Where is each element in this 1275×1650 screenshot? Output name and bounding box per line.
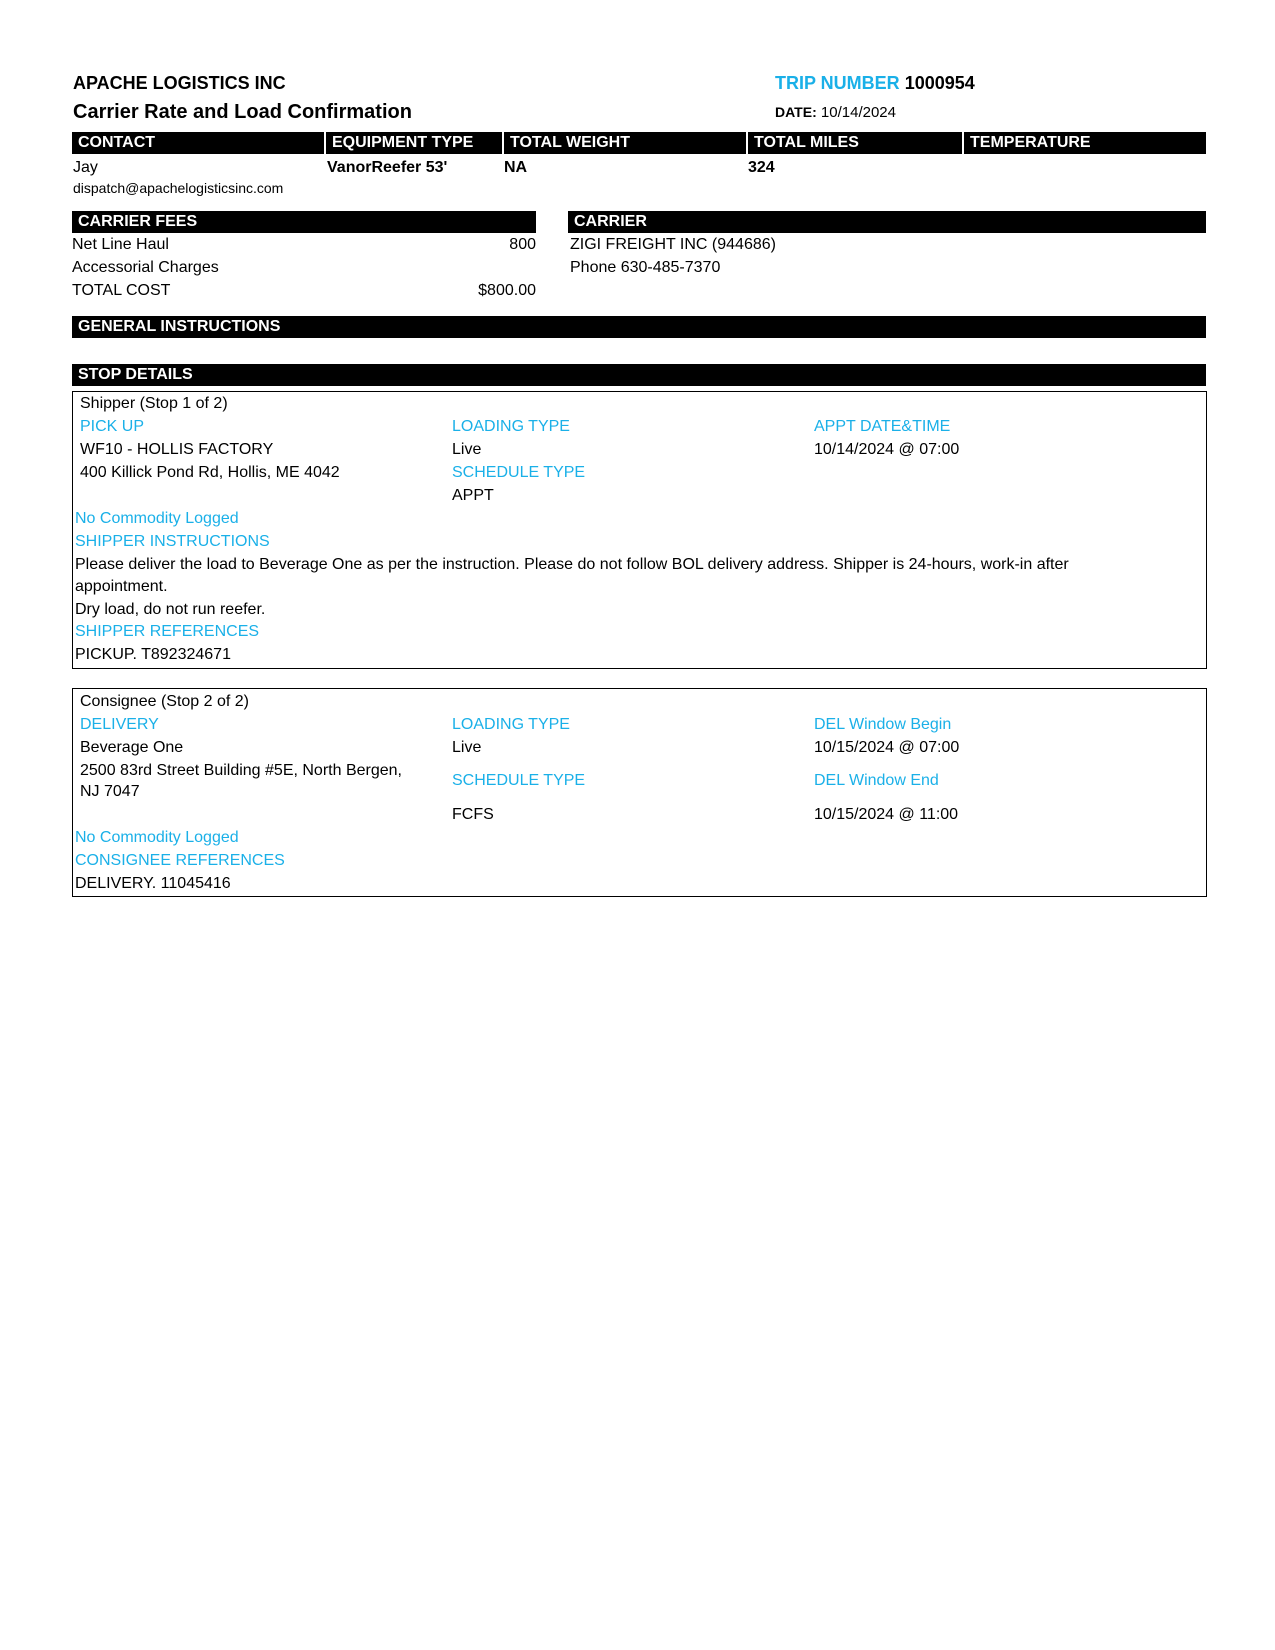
carrier-name: ZIGI FREIGHT INC (944686): [570, 236, 776, 253]
shipper-references-label: SHIPPER REFERENCES: [75, 623, 260, 640]
carrier-fees-header: CARRIER FEES: [78, 213, 198, 230]
shipper-instructions-line3: Dry load, do not run reefer.: [75, 601, 266, 618]
total-miles-header: TOTAL MILES: [746, 132, 962, 154]
trip-number-line: [775, 73, 975, 94]
shipper-instructions-line2: appointment.: [75, 578, 168, 595]
fee-label-total-cost: TOTAL COST: [72, 282, 171, 299]
fee-label-net-line-haul: Net Line Haul: [72, 236, 169, 253]
shipper-loading-type-label: LOADING TYPE: [452, 418, 570, 435]
temperature-header: TEMPERATURE: [962, 132, 1206, 154]
pick-up-label: PICK UP: [80, 418, 145, 435]
del-window-begin-label: DEL Window Begin: [814, 716, 952, 733]
carrier-header: CARRIER: [574, 213, 647, 230]
carrier-fees-header-bar: [72, 211, 536, 233]
consignee-references-label: CONSIGNEE REFERENCES: [75, 852, 285, 869]
stop-details-header-bar: [72, 364, 1206, 386]
shipper-stop-title: Shipper (Stop 1 of 2): [80, 395, 228, 412]
trip-number-label: TRIP NUMBER: [775, 73, 900, 93]
consignee-loading-type-label: LOADING TYPE: [452, 716, 570, 733]
fee-value-total-cost: $800.00: [478, 282, 536, 299]
total-miles-value: 324: [748, 159, 775, 176]
shipper-name: WF10 - HOLLIS FACTORY: [80, 441, 274, 458]
shipper-references-value: PICKUP. T892324671: [75, 646, 231, 663]
general-instructions-header-bar: [72, 316, 1206, 338]
shipper-instructions-label: SHIPPER INSTRUCTIONS: [75, 533, 270, 550]
stop-details-header: STOP DETAILS: [78, 366, 193, 383]
trip-number-value: 1000954: [904, 73, 975, 93]
shipper-schedule-type-value: APPT: [452, 487, 494, 504]
shipper-instructions-line1: Please deliver the load to Beverage One as per the instruction. Please do not follow BOL delivery address. Shipper is 24-hours, work-in after: [75, 556, 1069, 573]
carrier-phone: Phone 630-485-7370: [570, 259, 721, 276]
date-label: DATE:: [775, 104, 817, 120]
shipper-loading-type-value: Live: [452, 441, 482, 458]
consignee-schedule-type-label: SCHEDULE TYPE: [452, 772, 586, 789]
del-window-end-value: 10/15/2024 @ 11:00: [814, 806, 959, 823]
shipper-commodity: No Commodity Logged: [75, 510, 239, 527]
general-instructions-header: GENERAL INSTRUCTIONS: [78, 318, 281, 335]
contact-name: Jay: [73, 159, 98, 176]
equipment-type-value: VanorReefer 53': [327, 159, 448, 176]
contact-email: dispatch@apachelogisticsinc.com: [73, 180, 284, 196]
appt-datetime-value: 10/14/2024 @ 07:00: [814, 441, 960, 458]
equipment-type-header: EQUIPMENT TYPE: [324, 132, 502, 154]
del-window-begin-value: 10/15/2024 @ 07:00: [814, 739, 960, 756]
date-line: [775, 104, 896, 121]
document-title: Carrier Rate and Load Confirmation: [73, 101, 412, 123]
total-weight-header: TOTAL WEIGHT: [502, 132, 746, 154]
fee-value-net-line-haul: 800: [509, 236, 536, 253]
consignee-schedule-type-value: FCFS: [452, 806, 494, 823]
summary-header-bar: [72, 132, 1206, 154]
consignee-loading-type-value: Live: [452, 739, 482, 756]
consignee-commodity: No Commodity Logged: [75, 829, 239, 846]
company-name: APACHE LOGISTICS INC: [73, 73, 286, 93]
del-window-end-label: DEL Window End: [814, 772, 939, 789]
carrier-header-bar: [568, 211, 1206, 233]
date-value: 10/14/2024: [820, 104, 896, 121]
consignee-name: Beverage One: [80, 739, 184, 756]
consignee-address-line1: 2500 83rd Street Building #5E, North Bergen,: [80, 762, 402, 779]
shipper-address: 400 Killick Pond Rd, Hollis, ME 4042: [80, 464, 340, 481]
consignee-references-value: DELIVERY. 11045416: [75, 875, 231, 892]
total-weight-value: NA: [504, 159, 528, 176]
contact-header: CONTACT: [78, 134, 156, 151]
delivery-label: DELIVERY: [80, 716, 159, 733]
shipper-schedule-type-label: SCHEDULE TYPE: [452, 464, 586, 481]
consignee-stop-title: Consignee (Stop 2 of 2): [80, 693, 249, 710]
fee-label-accessorial: Accessorial Charges: [72, 259, 219, 276]
appt-datetime-label: APPT DATE&TIME: [814, 418, 951, 435]
consignee-address-line2: NJ 7047: [80, 783, 140, 800]
